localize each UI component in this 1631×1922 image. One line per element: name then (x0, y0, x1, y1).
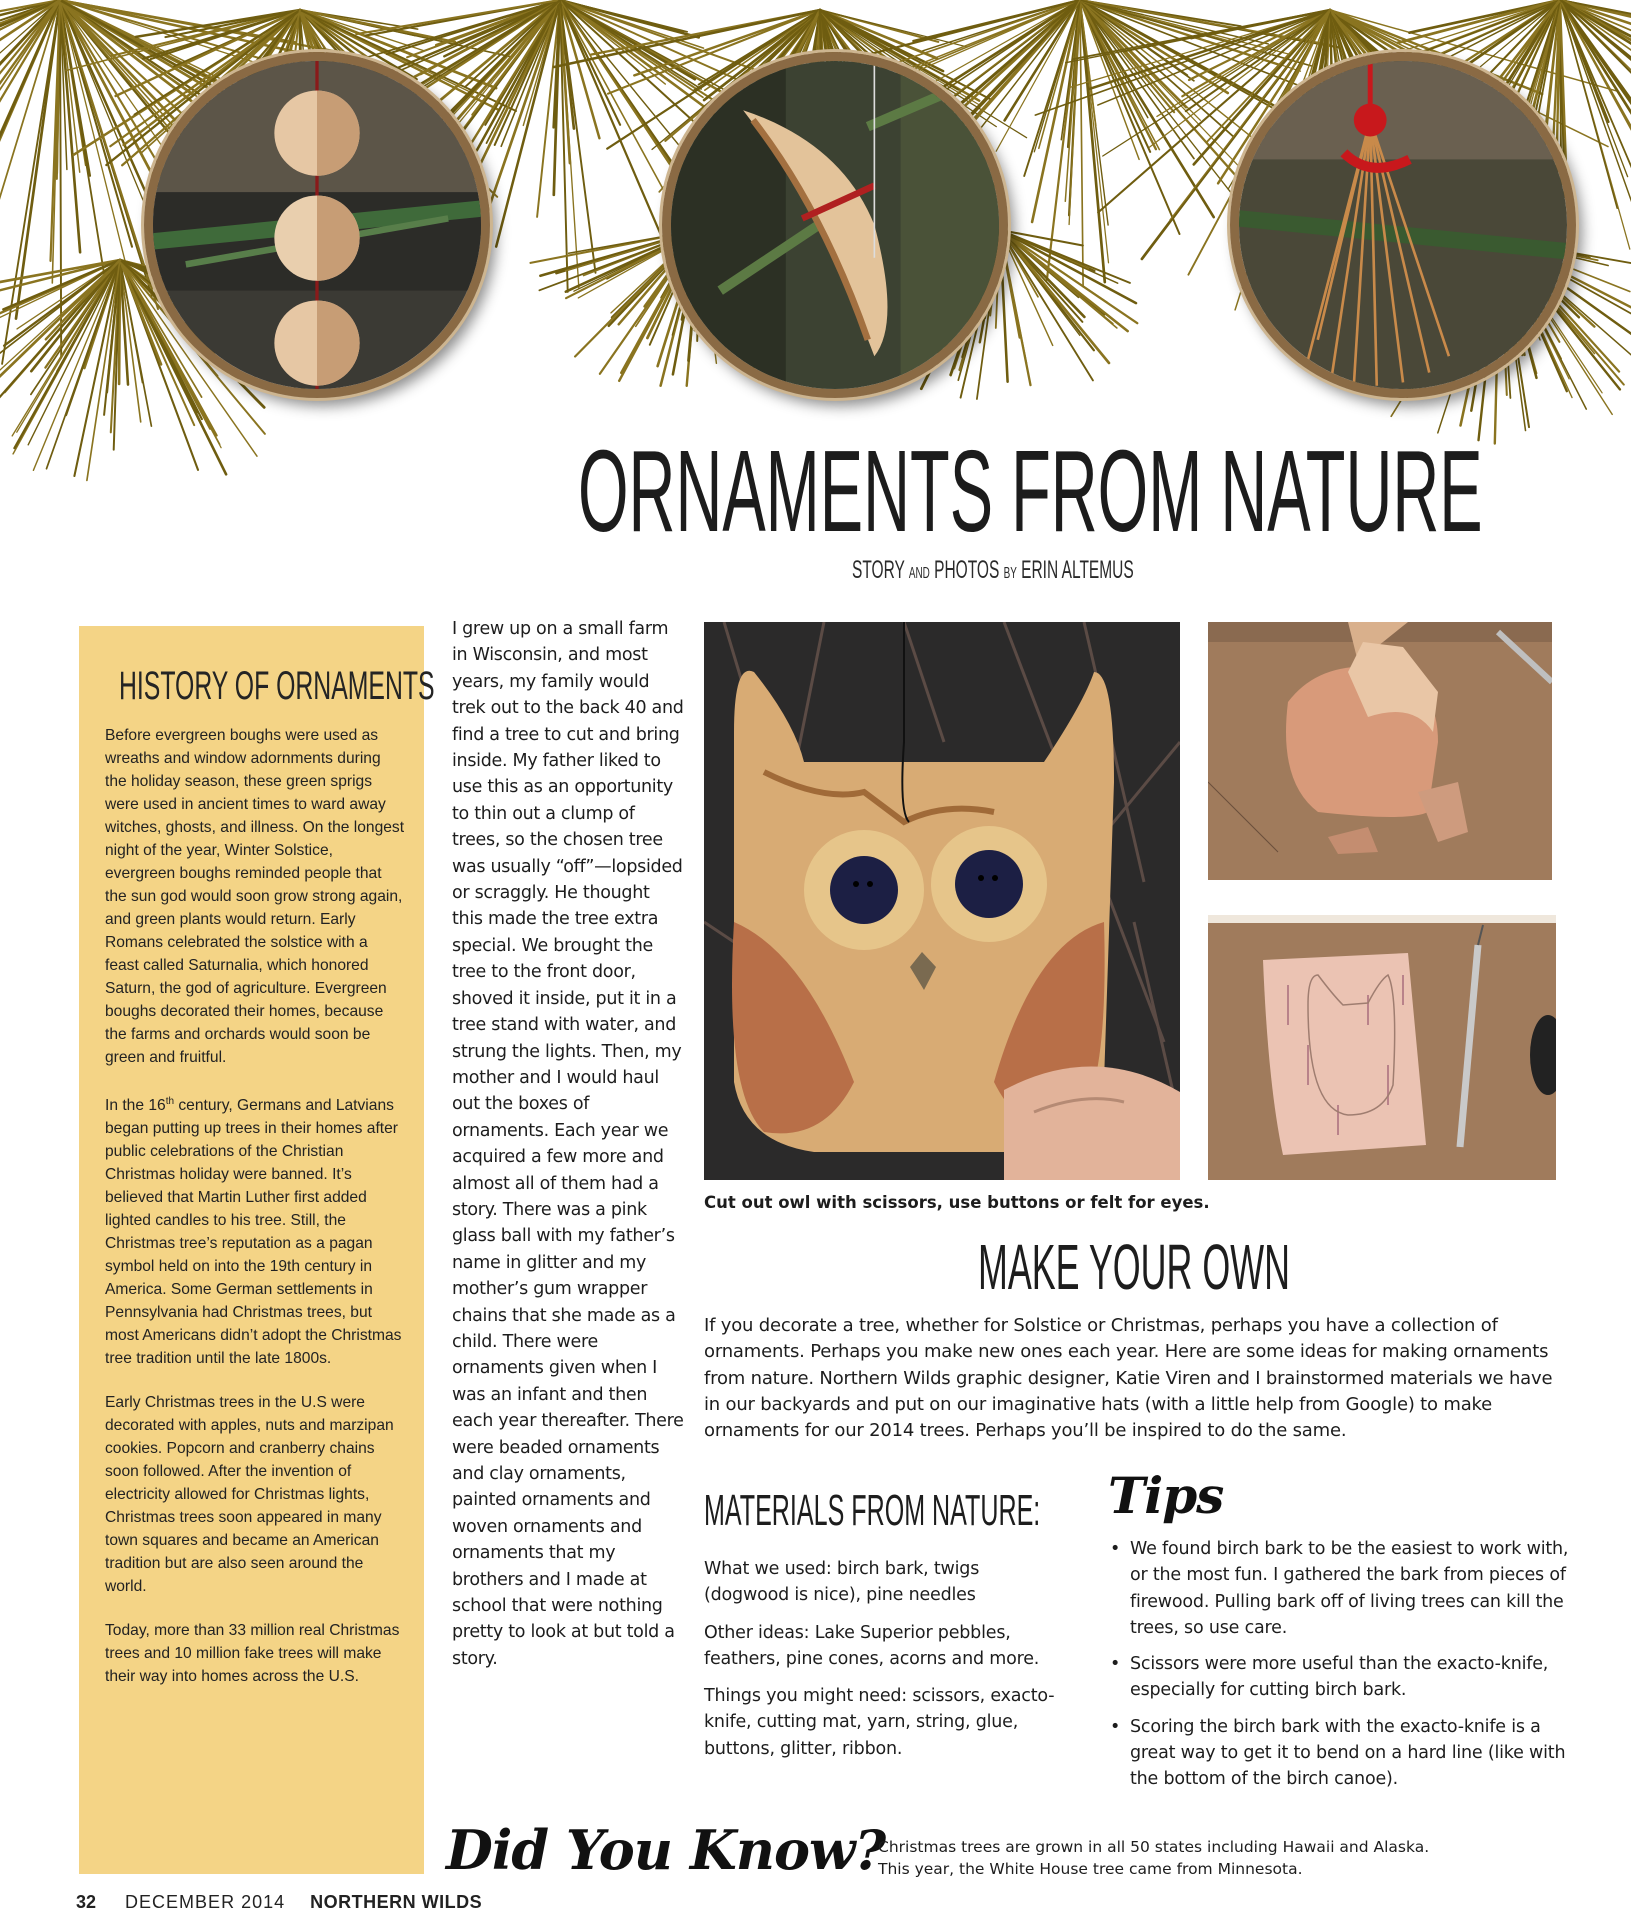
make-your-own-intro: If you decorate a tree, whether for Solstice or Christmas, perhaps you have a collection of ornaments. Perhaps you make new ones each year. Here are some ideas for making ornaments from nature. Northern Wilds graphic designer, Katie Viren and I brainstormed materials we have in our backyards and put on our imaginative hats (with a little help from Google) to make ornaments for our 2014 trees. Perhaps you’ll be inspired to do the same. (704, 1315, 1553, 1442)
page-number: 32 (76, 1892, 97, 1912)
article-title-container (578, 426, 1483, 556)
magazine-name: NORTHERN WILDS (310, 1892, 483, 1912)
byline (852, 556, 1134, 585)
owl-cutout-photo (1208, 622, 1552, 880)
make-your-own-heading: MAKE YOUR OWN (978, 1231, 1290, 1303)
sidebar-paragraph: In the 16th century, Germans and Latvians began putting up trees in their homes after public celebrations of the Christian Christmas holiday were banned. It’s believed that Martin Luther first added lighted candles to his tree. Still, the Christmas tree’s reputation as a pagan symbol held on into the 19th century in America. Some German settlements in Pennsylvania had Christmas trees, but most Americans didn’t adopt the Christmas tree tradition until the late 1800s. (105, 1096, 402, 1368)
materials-heading: MATERIALS FROM NATURE: (704, 1486, 1041, 1535)
byline-story: STORY (852, 556, 905, 584)
owl-traced-bark-photo (1208, 915, 1556, 1180)
tips-list (1108, 1536, 1570, 1803)
sidebar-body (105, 724, 405, 1709)
issue-date: DECEMBER 2014 (125, 1892, 286, 1912)
sidebar-paragraph: Today, more than 33 million real Christmas trees and 10 million fake trees will make their way into homes across the U.S. (105, 1622, 400, 1686)
article-title: ORNAMENTS FROM NATURE (578, 426, 1483, 556)
photo-caption: Cut out owl with scissors, use buttons or felt for eyes. (704, 1193, 1210, 1212)
byline-photos: PHOTOS (934, 556, 1000, 584)
byline-and: AND (908, 565, 930, 582)
did-you-know-line: This year, the White House tree came from Minnesota. (878, 1860, 1303, 1878)
pine-needle-tassel-ornament-photo (1230, 52, 1576, 398)
birch-disc-ornament-photo (144, 52, 490, 398)
sidebar-paragraph: Early Christmas trees in the U.S were decorated with apples, nuts and marzipan cookies. Popcorn and cranberry chains soon followed. After the invention of electricity allowed for Christmas lights, Christmas trees soon appeared in many town squares and became an American tradition but are also seen around the world. (105, 1394, 394, 1596)
sidebar-paragraph: Before evergreen boughs were used as wreaths and window adornments during the holiday season, these green sprigs were used in ancient times to ward away witches, ghosts, and illness. On the longest night of the year, Winter Solstice, evergreen boughs reminded people that the sun god would soon grow strong again, and green plants would return. Early Romans celebrated the solstice with a feast called Saturnalia, which honored Saturn, the god of agriculture. Evergreen boughs decorated their homes, because the farms and orchards would soon be green and fruitful. (105, 727, 405, 1066)
did-you-know-line: Christmas trees are grown in all 50 states including Hawaii and Alaska. (878, 1838, 1430, 1856)
tips-heading: Tips (1108, 1466, 1224, 1525)
byline-author: ERIN ALTEMUS (1021, 556, 1134, 584)
page-footer (76, 1892, 482, 1913)
did-you-know-heading: Did You Know? (446, 1818, 886, 1882)
materials-other-ideas: Other ideas: Lake Superior pebbles, feathers, pine cones, acorns and more. (704, 1622, 1040, 1669)
story-text: I grew up on a small farm in Wisconsin, and most years, my family would trek out to the back 40 and find a tree to cut and bring inside. My father liked to use this as an opportunity to thin out a clump of trees, so the chosen tree was usually “off”—lopsided or scraggly. He thought this made the tree extra special. We brought the tree to the front door, shoved it inside, put it in a tree stand with water, and strung the lights. Then, my mother and I would haul out the boxes of ornaments. Each year we acquired a few more and almost all of them had a story. There was a pink glass ball with my father’s name in glitter and my mother’s gum wrapper chains that she made as a child. There were ornaments given when I was an infant and then each year thereafter. There were beaded ornaments and clay ornaments, painted ornaments and woven ornaments and ornaments that my brothers and I made at school that were nothing pretty to look at but told a story. (452, 619, 684, 1669)
tip-item: • We found birch bark to be the easiest to work with, or the most fun. I gathered the bark from pieces of firewood. Pulling bark off of living trees can kill the trees, so use care. (1108, 1536, 1570, 1641)
sidebar-title: HISTORY OF ORNAMENTS (119, 664, 435, 708)
materials-used: What we used: birch bark, twigs (dogwood is nice), pine needles (704, 1559, 980, 1606)
owl-ornament-photo (704, 622, 1180, 1180)
tip-item: • Scissors were more useful than the exacto-knife, especially for cutting birch bark. (1108, 1651, 1570, 1704)
tip-item: • Scoring the birch bark with the exacto-knife is a great way to get it to bend on a hard line (like with the bottom of the birch canoe). (1108, 1714, 1570, 1793)
materials-list (704, 1556, 1064, 1773)
history-sidebar (79, 626, 435, 1874)
materials-needed: Things you might need: scissors, exacto-knife, cutting mat, yarn, string, glue, buttons, glitter, ribbon. (704, 1686, 1055, 1759)
did-you-know-text (878, 1836, 1498, 1880)
byline-by: BY (1003, 565, 1017, 582)
birch-canoe-ornament-photo (662, 52, 1008, 398)
